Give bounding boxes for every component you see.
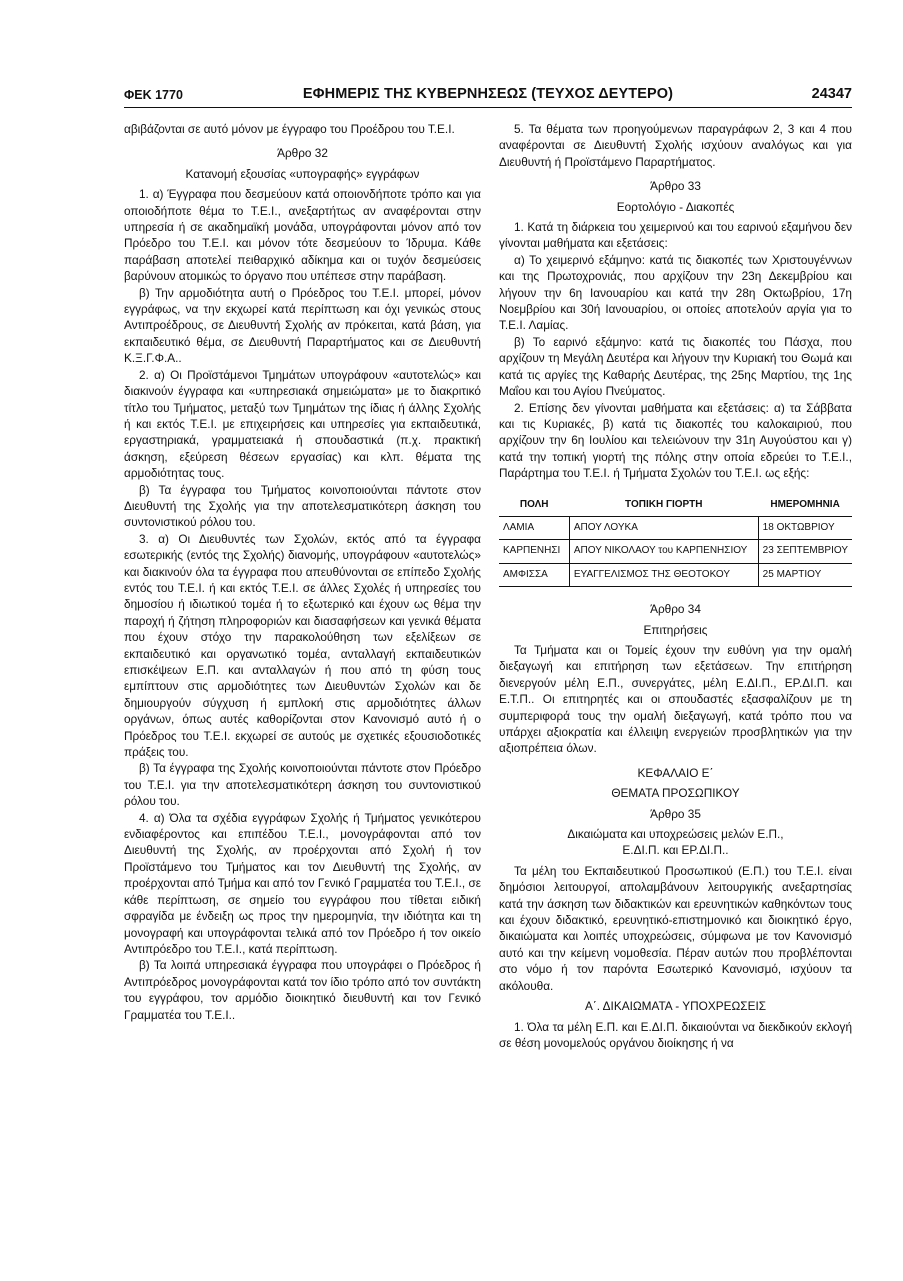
page-number: 24347 (811, 86, 852, 102)
article-33-title: Άρθρο 33 (650, 179, 701, 194)
chapter-title: ΘΕΜΑΤΑ ΠΡΟΣΩΠΙΚΟΥ (611, 786, 740, 801)
article-34-paragraph: Τα Τμήματα και οι Τομείς έχουν την ευθύνη για την ομαλή διεξαγωγή και επιτήρηση των εξετάσεων. Την επιτήρηση διενεργούν μέλη Ε.Π., συνεργάτες, μέλη Ε.ΔΙ.Π., ΕΡ.ΔΙ.Π. και Ε.Τ.Π.. Οι επιτηρητές και οι σπουδαστές εξασφαλίζουν με τη συμπεριφορά τους την ομαλή διεξαγωγή, κατά τρόπο που να υπάρχει αξιοκρατία και έλλειψη ενεργειών προσβλητικών για την αξιοπρέπεια όλων. (499, 642, 852, 756)
table-header-city: ΠΟΛΗ (499, 494, 569, 517)
paragraph-3b: β) Τα έγγραφα της Σχολής κοινοποιούνται πάντοτε στον Πρόεδρο του Τ.Ε.Ι. για την αποτελεσματικότερη άσκηση του συντονιστικού ρόλου του. (124, 761, 481, 809)
table-cell-city: ΚΑΡΠΕΝΗΣΙ (499, 540, 569, 563)
right-column (499, 121, 852, 1051)
article-35-paragraph-1: 1. Όλα τα μέλη Ε.Π. και Ε.ΔΙ.Π. δικαιούνται να διεκδικούν εκλογή σε θέση μονομελούς οργάνου διοίκησης ή να (499, 1019, 852, 1050)
paragraph-2a: 2. α) Οι Προϊστάμενοι Τμημάτων υπογράφουν «αυτοτελώς» και διακινούν έγγραφα και «υπηρεσιακά σημειώματα» με το διακριτικό τίτλο του Τμήματος, μεταξύ των Τμημάτων της ίδιας ή άλλης Σχολής ή και εκτός Τ.Ε.Ι. με επιχειρήσεις και υπηρεσίες για εκπαιδευτικά, εργαστηριακά, γραμματειακά ή σπουδαστικά (π.χ. πρακτική άσκηση, εξεύρεση θέσεων εργασίας) και κλπ. θέματα της αρμοδιότητας τους. (124, 367, 481, 481)
article-35-paragraph: Τα μέλη του Εκπαιδευτικού Προσωπικού (Ε.Π.) του Τ.Ε.Ι. είναι δημόσιοι λειτουργοί, απολαμβάνουν λειτουργικής ανεξαρτησίας κατά την άσκηση των διδακτικών και ερευνητικών καθηκόντων τους και έχουν διδακτικό, ερευνητικό-επιστημονικό και διοικητικό έργο, δικαιώματα και λοιπές υποχρεώσεις, σύμφωνα με τον Κανονισμό αυτό και την κείμενη νομοθεσία. Πέραν αυτών που προβλέπονται στο νόμο ή τον παρόντα Εσωτερικό Κανονισμό, ισχύουν τα ακόλουθα. (499, 863, 852, 993)
table-cell-holiday: ΑΠΟΥ ΛΟΥΚΑ (569, 516, 758, 539)
article-32-title: Άρθρο 32 (277, 146, 328, 161)
page-header (124, 86, 852, 106)
table-cell-date: 18 ΟΚΤΩΒΡΙΟΥ (758, 516, 852, 539)
local-holidays-table (499, 494, 852, 588)
table-cell-city: ΛΑΜΙΑ (499, 516, 569, 539)
table-row (499, 516, 852, 539)
section-a-heading: Α΄. ΔΙΚΑΙΩΜΑΤΑ - ΥΠΟΧΡΕΩΣΕΙΣ (584, 999, 767, 1014)
paragraph-3a: 3. α) Οι Διευθυντές των Σχολών, εκτός από τα έγγραφα εσωτερικής (εντός της Σχολής) διανομής, υπογράφουν «αυτοτελώς» και διακινούν όλα τα έγγραφα που απευθύνονται σε επίπεδο Σχολής εντός του Τ.Ε.Ι. ή και εκτός Τ.Ε.Ι. σε άλλες Σχολές ή υπηρεσίες του δημοσίου ή ιδιωτικού τομέα ή το εξωτερικό και έχουν ως θέμα την παροχή ή ζήτηση πληροφοριών και διασαφήσεων και γενικά θέματα που έχουν στόχο την παρακολούθηση των εξελίξεων σε εκπαιδευτικό και οργανωτικό τομέα, ανταλλαγή εκπαιδευτικών επισκέψεων Ε.Π. και ανταλλαγών ή που από τη φύση τους εμπίπτουν στις αρμοδιότητες των Διευθυντών Σχολών και δε δημιουργούν σύγχυση ή εμπλοκή στις αρμοδιότητες άλλων οργάνων, όπως αυτές καθορίζονται στον Κανονισμό αυτό ή ο Πρόεδρος του Τ.Ε.Ι. εκχωρεί σε αυτούς με σχετικές εξουσιοδοτικές πράξεις του. (124, 531, 481, 760)
gazette-title: ΕΦΗΜΕΡΙΣ ΤΗΣ ΚΥΒΕΡΝΗΣΕΩΣ (ΤΕΥΧΟΣ ΔΕΥΤΕΡΟ) (302, 86, 674, 102)
paragraph-2b: β) Τα έγγραφα του Τμήματος κοινοποιούνται πάντοτε στον Διευθυντή της Σχολής για την αποτελεσματικότερη άσκηση του συντονιστικού ρόλου του. (124, 482, 481, 530)
table-header-holiday: ΤΟΠΙΚΗ ΓΙΟΡΤΗ (569, 494, 758, 517)
article-35-title: Άρθρο 35 (650, 806, 701, 821)
table-row (499, 563, 852, 586)
table-cell-date: 25 ΜΑΡΤΙΟΥ (758, 563, 852, 586)
article-35-subtitle-line-2: Ε.ΔΙ.Π. και ΕΡ.ΔΙ.Π.. (622, 843, 729, 858)
table-row (499, 540, 852, 563)
table-cell-city: ΑΜΦΙΣΣΑ (499, 563, 569, 586)
left-column (124, 121, 481, 1023)
table-cell-holiday: ΑΠΟΥ ΝΙΚΟΛΑΟΥ του ΚΑΡΠΕΝΗΣΙΟΥ (569, 540, 758, 563)
paragraph-4b: β) Τα λοιπά υπηρεσιακά έγγραφα που υπογράφει ο Πρόεδρος ή Αντιπρόεδρος μονογράφονται κατά τον ίδιο τρόπο από τον συντάκτη του εγγράφου, τον αρμόδιο διοικητικό διευθυντή και τον Γενικό Γραμματέα του Τ.Ε.Ι.. (124, 958, 481, 1022)
article-33-paragraph-2: 2. Επίσης δεν γίνονται μαθήματα και εξετάσεις: α) τα Σάββατα και τις Κυριακές, β) κατά τις διακοπές του καλοκαιριού, που αρχίζουν την 6η Ιουλίου και τελειώνουν την 31η Αυγούστου και γ) κατά την τοπική γιορτή της πόλης στην οποία εδρεύει το Τ.Ε.Ι., Παράρτημα του Τ.Ε.Ι. ή Τμήματα Σχολών του Τ.Ε.Ι. ως εξής: (499, 400, 852, 481)
header-rule (124, 107, 852, 108)
article-33-subtitle: Εορτολόγιο - Διακοπές (616, 199, 735, 214)
article-33-paragraph-1a: α) Το χειμερινό εξάμηνο: κατά τις διακοπές των Χριστουγέννων και της Πρωτοχρονιάς, που αρχίζουν την 23η Δεκεμβρίου και λήγουν την 6η Ιανουαρίου και κατά την 28η Οκτωβρίου, 17η Νοεμβρίου και 30ή Ιανουαρίου, οι οποίες αποτελούν αργία για το Τ.Ε.Ι. Λαμίας. (499, 252, 852, 333)
article-34-title: Άρθρο 34 (650, 602, 701, 617)
article-32-subtitle: Κατανομή εξουσίας «υπογραφής» εγγράφων (185, 166, 420, 181)
article-34-subtitle: Επιτηρήσεις (643, 622, 708, 637)
paragraph-1b: β) Την αρμοδιότητα αυτή ο Πρόεδρος του Τ.Ε.Ι. μπορεί, μόνον εγγράφως, να την εκχωρεί κατά περίπτωση και όχι γενικώς στους Αντιπροέδρους, σε Διευθυντή Σχολής αν πρόκειται, κατά βάση, για εκπαιδευτικό θέμα, σε Διευθυντή Παραρτήματος και σε Διευθυντή Κ.Ξ.Γ.Φ.Α.. (124, 285, 481, 366)
article-33-paragraph-1: 1. Κατά τη διάρκεια του χειμερινού και του εαρινού εξαμήνου δεν γίνονται μαθήματα και εξετάσεις: (499, 220, 852, 251)
paragraph-4a: 4. α) Όλα τα σχέδια εγγράφων Σχολής ή Τμήματος γενικότερου ενδιαφέροντος και επιπέδου Τ.Ε.Ι., μονογράφονται από τον Διευθυντή της Σχολής, αν προέρχονται από Σχολή ή τον Προϊστάμενο του Τμήματος και τον Διευθυντή της Σχολής, αν προέρχονται από Τμήμα και από τον Γενικό Γραμματέα του Τ.Ε.Ι., σε κάθε περίπτωση, σε σημείο του εγγράφου που τίθεται ειδική σφραγίδα με ένδειξη ως προς την ημερομηνία, την ιδιότητα και τη μονογραφή και υπογράφονται τελικά από τον Πρόεδρο ή τον οικείο Αντιπρόεδρο του Τ.Ε.Ι., κατά περίπτωση. (124, 810, 481, 956)
paragraph-1a: 1. α) Έγγραφα που δεσμεύουν κατά οποιονδήποτε τρόπο και για οποιοδήποτε θέμα το Τ.Ε.Ι., ανεξαρτήτως αν αναφέρονται στην υπηρεσία ή σε ακαδημαϊκή μονάδα, υπογράφονται μόνον από τον Πρόεδρο του Τ.Ε.Ι. και μόνον τότε δεσμεύουν το Ίδρυμα. Κάθε παράβαση αποτελεί πειθαρχικό αδίκημα και οι τυχόν δεσμεύσεις βαρύνουν ατομικώς το όργανο που υπέπεσε στην παράβαση. (124, 187, 481, 284)
article-33-paragraph-1b: β) Το εαρινό εξάμηνο: κατά τις διακοπές του Πάσχα, που αρχίζουν τη Μεγάλη Δευτέρα και λήγουν την Κυριακή του Θωμά και κατά τις αργίες της Καθαρής Δευτέρας, της 25ης Μαρτίου, της 1ης Μαΐου και του Αγίου Πνεύματος. (499, 334, 852, 399)
table-cell-holiday: ΕΥΑΓΓΕΛΙΣΜΟΣ ΤΗΣ ΘΕΟΤΟΚΟΥ (569, 563, 758, 586)
paragraph-continuation: αβιβάζονται σε αυτό μόνον με έγγραφο του Προέδρου του Τ.Ε.Ι. (124, 122, 455, 136)
article-35-subtitle-line-1: Δικαιώματα και υποχρεώσεις μελών Ε.Π., (567, 827, 784, 842)
table-cell-date: 23 ΣΕΠΤΕΜΒΡΙΟΥ (758, 540, 852, 563)
table-header-date: ΗΜΕΡΟΜΗΝΙΑ (758, 494, 852, 517)
chapter-label: ΚΕΦΑΛΑΙΟ Ε΄ (637, 765, 714, 780)
paragraph-5: 5. Τα θέματα των προηγούμενων παραγράφων 2, 3 και 4 που αναφέρονται σε Διευθυντή Σχολής ισχύουν αναλόγως και για Διευθυντή ή Προϊστάμενο Παραρτήματος. (499, 122, 852, 169)
gazette-issue-number: ΦΕΚ 1770 (124, 88, 183, 102)
